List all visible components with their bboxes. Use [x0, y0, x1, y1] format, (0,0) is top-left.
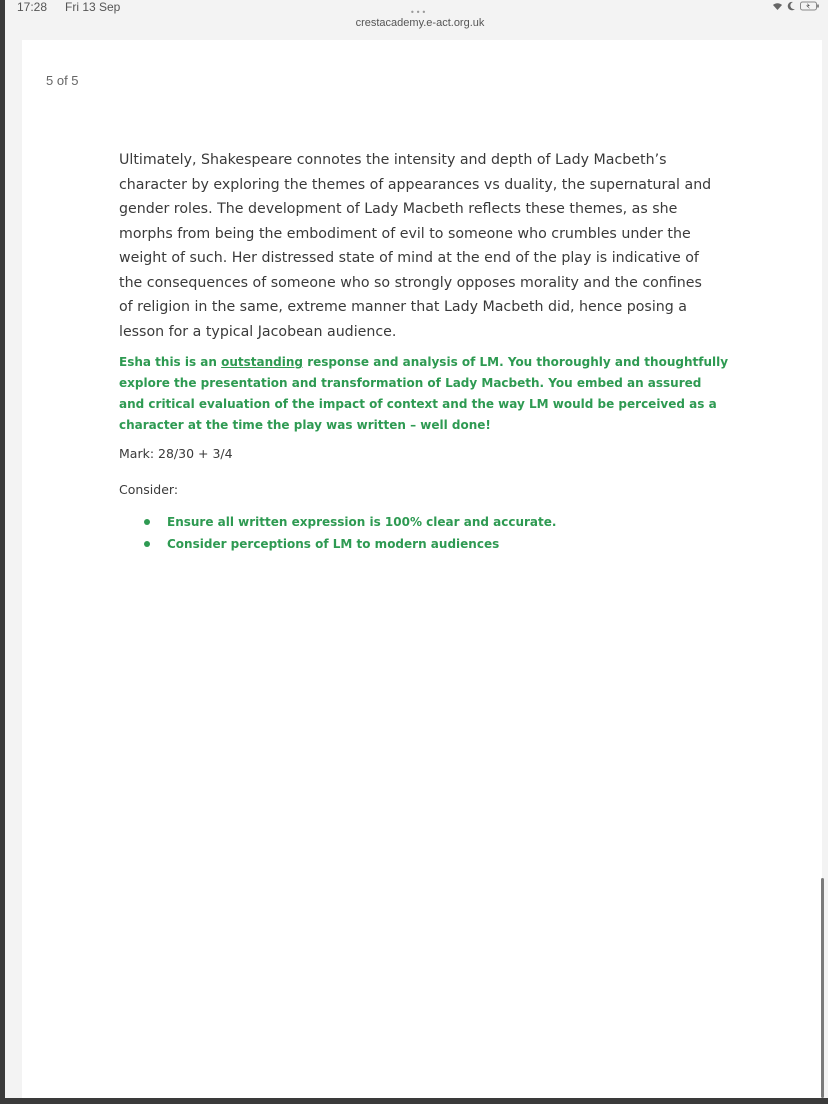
scroll-indicator[interactable] — [821, 878, 824, 1098]
url-bar[interactable]: crestacademy.e-act.org.uk — [355, 17, 485, 29]
device-bottom-edge — [0, 1098, 828, 1104]
feedback-text-start: Esha this is an — [119, 355, 222, 369]
bullet-icon — [144, 519, 150, 525]
status-time: 17:28 — [17, 0, 48, 14]
teacher-feedback — [119, 352, 729, 436]
status-date: Fri 13 Sep — [65, 0, 121, 14]
consider-item-text: Ensure all written expression is 100% clear and accurate. — [167, 515, 557, 529]
multitasking-dots[interactable]: ••• — [410, 8, 428, 17]
consider-label: Consider: — [119, 482, 179, 497]
list-item — [142, 511, 556, 533]
list-item — [142, 533, 556, 555]
page-counter: 5 of 5 — [46, 73, 79, 88]
essay-paragraph: Ultimately, Shakespeare connotes the intensity and depth of Lady Macbeth’s character by exploring the themes of appearances vs duality, the supernatural and gender roles. The development of Lady Macbeth reflects these themes, as she morphs from being the embodiment of evil to someone who crumbles under the weight of such. Her distressed state of mind at the end of the play is indicative of the consequences of someone who so strongly opposes morality and the confines of religion in the same, extreme manner that Lady Macbeth did, hence posing a lesson for a typical Jacobean audience. — [119, 152, 712, 340]
device-left-edge — [0, 0, 5, 1104]
consider-item-text: Consider perceptions of LM to modern audiences — [167, 537, 500, 551]
status-icons — [772, 1, 820, 14]
battery-icon — [800, 1, 820, 14]
status-bar — [5, 0, 828, 40]
wifi-icon — [772, 2, 783, 14]
feedback-underlined-word: outstanding — [221, 355, 304, 369]
feedback-text-end: response and analysis of LM. You thoroughly and thoughtfully explore the presentation and transformation of Lady Macbeth. You embed an assured and critical evaluation of the impact of context and the way LM would be perceived as a character at the time the play was written – well done! — [119, 355, 729, 432]
mark-score: Mark: 28/30 + 3/4 — [119, 446, 233, 461]
moon-icon — [787, 1, 796, 14]
consider-list — [142, 511, 556, 555]
bullet-icon — [144, 541, 150, 547]
